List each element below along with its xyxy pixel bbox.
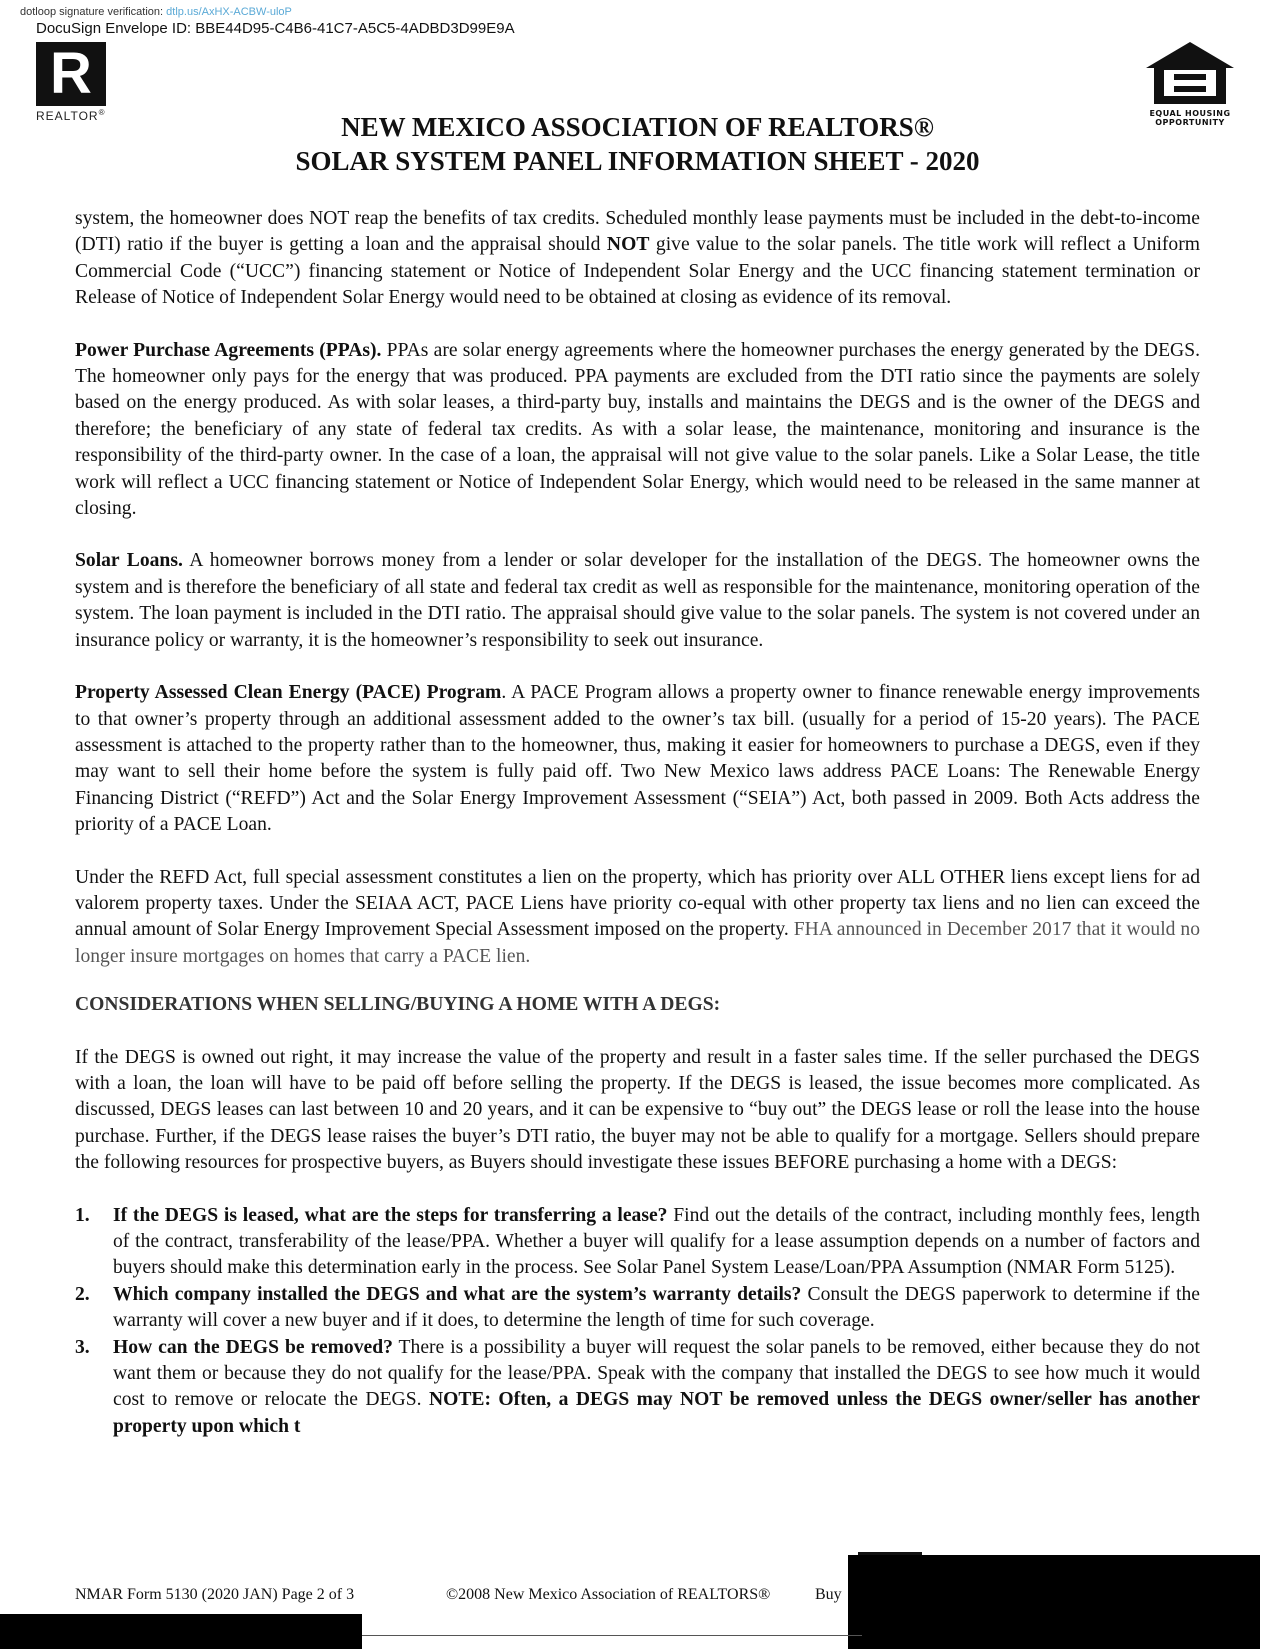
pace-title: Property Assessed Clean Energy (PACE) Program [75, 682, 502, 704]
verification-label: dotloop signature verification: [20, 6, 164, 18]
realtor-caption: REALTOR [36, 109, 99, 123]
realtor-r-icon: R [36, 42, 106, 106]
header-subtitle: SOLAR SYSTEM PANEL INFORMATION SHEET - 2020 [295, 146, 980, 176]
paragraph-pace [75, 680, 1200, 838]
eho-caption-1: EQUAL HOUSING [1149, 109, 1231, 118]
pace-body: . A PACE Program allows a property owner to finance renewable energy improvements to that owner’s property through an additional assessment added to the owner’s tax bill. (usually for a period of 15-20 years). The PACE assessment is attached to the property rather than to the homeowner, thus, making it easier for homeowners to purchase a DEGS, even if they may want to sell their home before the system is fully paid off. Two New Mexico laws address PACE Loans: The Renewable Energy Financing District (“REFD”) Act and the Solar Energy Improvement Assessment (“SEIA”) Act, both passed in 2009. Both Acts address the priority of a PACE Loan. [75, 682, 1200, 836]
form-number: NMAR Form 5130 (2020 JAN) Page 2 of 3 [75, 1586, 355, 1603]
list-text: Find out the details of the contract, including monthly fees, length of the contract, transferability of the lease/PPA. Whether a buyer will qualify for a lease assumption depends on a number of factors and buyers should make this determination early in the process. See Solar Panel System Lease/Loan/PPA Assumption (NMAR Form 5125). [113, 1204, 1200, 1279]
list-number: 2. [75, 1283, 90, 1305]
document-header [0, 110, 1275, 178]
copyright: ©2008 New Mexico Association of REALTORS® [446, 1586, 771, 1603]
paragraph-solar-loans [75, 548, 1200, 654]
bottom-divider [362, 1635, 862, 1636]
list-item [75, 1335, 1200, 1441]
list-question: If the DEGS is leased, what are the steps for transferring a lease? [113, 1204, 668, 1226]
considerations-list [75, 1203, 1200, 1441]
paragraph-refd [75, 865, 1200, 971]
eho-caption-2: OPPORTUNITY [1155, 118, 1225, 127]
loans-body: A homeowner borrows money from a lender or solar developer for the installation of the DEGS. The homeowner owns the system and is therefore the beneficiary of all state and federal tax credit as well as responsible for the maintenance, monitoring operation of the system. The loan payment is included in the DTI ratio. The appraisal should give value to the solar panels. The system is not covered under an insurance policy or warranty, it is the homeowner’s responsibility to seek out insurance. [75, 550, 1200, 651]
list-question: Which company installed the DEGS and what are the system’s warranty details? [113, 1283, 802, 1305]
buyer-initials-label: Buy [815, 1586, 842, 1603]
list-text: Consult the DEGS paperwork to determine if the warranty will cover a new buyer and if it does, to determine the length of time for such coverage. [113, 1283, 1200, 1332]
list-number: 3. [75, 1336, 90, 1358]
lease-text-a: system, the homeowner does NOT reap the benefits of tax credits. Scheduled monthly lease payments must be included in the debt-to-income (DTI) ratio if the buyer is getting a loan and the appraisal should [75, 208, 1200, 256]
envelope-id: DocuSign Envelope ID: BBE44D95-C4B6-41C7-A5C5-4ADBD3D99E9A [36, 20, 515, 37]
document-body [75, 206, 1200, 1440]
ppa-body: PPAs are solar energy agreements where the homeowner purchases the energy generated by the DEGS. The homeowner only pays for the energy that was produced. PPA payments are excluded from the DTI ratio since the payments are solely based on the energy produced. As with solar leases, a third-party buy, installs and maintains the DEGS and is the owner of the DEGS and therefore; the beneficiary of any state of federal tax credits. As with a solar lease, the maintenance, monitoring and insurance is the responsibility of the third-party owner. In the case of a loan, the appraisal will not give value to the solar panels. Like a Solar Lease, the title work will reflect a UCC financing statement or Notice of Independent Solar Energy, which would need to be released in the same manner at closing. [75, 339, 1200, 520]
list-item [75, 1203, 1200, 1282]
list-question: How can the DEGS be removed? [113, 1336, 393, 1358]
loans-title: Solar Loans. [75, 550, 183, 572]
ppa-title: Power Purchase Agreements (PPAs). [75, 339, 382, 361]
lease-text-b: give value to the solar panels. The title work will reflect a Uniform Commercial Code (“UCC”) financing statement or Notice of Independent Solar Energy and the UCC financing statement termination or Release of Notice of Independent Solar Energy would need to be obtained at closing as evidence of its removal. [75, 234, 1200, 309]
paragraph-ppa [75, 338, 1200, 523]
signature-verification [20, 6, 292, 18]
fha-note: FHA announced in December 2017 that it would no longer insure mortgages on homes that carry a PACE lien. [75, 919, 1200, 967]
list-note: NOTE: Often, a DEGS may NOT be removed unless the DEGS owner/seller has another property upon which t [113, 1389, 1200, 1437]
lease-text-bold: NOT [606, 234, 650, 256]
list-number: 1. [75, 1204, 90, 1226]
list-item [75, 1282, 1200, 1335]
considerations-heading: CONSIDERATIONS WHEN SELLING/BUYING A HOME WITH A DEGS: [75, 994, 721, 1016]
house-icon [1144, 40, 1236, 106]
paragraph-considerations: If the DEGS is owned out right, it may increase the value of the property and result in a faster sales time. If the seller purchased the DEGS with a loan, the loan will have to be paid off before selling the property. If the DEGS is leased, the issue becomes more complicated. As discussed, DEGS leases can last between 10 and 20 years, and it can be expensive to “buy out” the DEGS lease or roll the lease into the house purchase. Further, if the DEGS lease raises the buyer’s DTI ratio, the buyer may not be able to qualify for a mortgage. Sellers should prepare the following resources for prospective buyers, as Buyers should investigate these issues BEFORE purchasing a home with a DEGS: [75, 1046, 1200, 1174]
verification-link[interactable]: dtlp.us/AxHX-ACBW-uloP [166, 6, 292, 18]
realtor-mark: ® [98, 108, 106, 117]
header-title: NEW MEXICO ASSOCIATION OF REALTORS® [341, 112, 934, 142]
paragraph-lease [75, 206, 1200, 312]
list-text: There is a possibility a buyer will request the solar panels to be removed, either because they do not want them or because they do not qualify for the lease/PPA. Speak with the company that installed the DEGS to see how much it would cost to remove or relocate the DEGS. [113, 1336, 1200, 1411]
refd-body: Under the REFD Act, full special assessment constitutes a lien on the property, which has priority over ALL OTHER liens except liens for ad valorem property taxes. Under the SEIAA ACT, PACE Liens have priority co-equal with other property tax liens and no lien can exceed the annual amount of Solar Energy Improvement Special Assessment imposed on the property. [75, 866, 1200, 941]
redacted-bottom-block [0, 1614, 362, 1649]
redacted-initials-block [848, 1555, 1260, 1649]
